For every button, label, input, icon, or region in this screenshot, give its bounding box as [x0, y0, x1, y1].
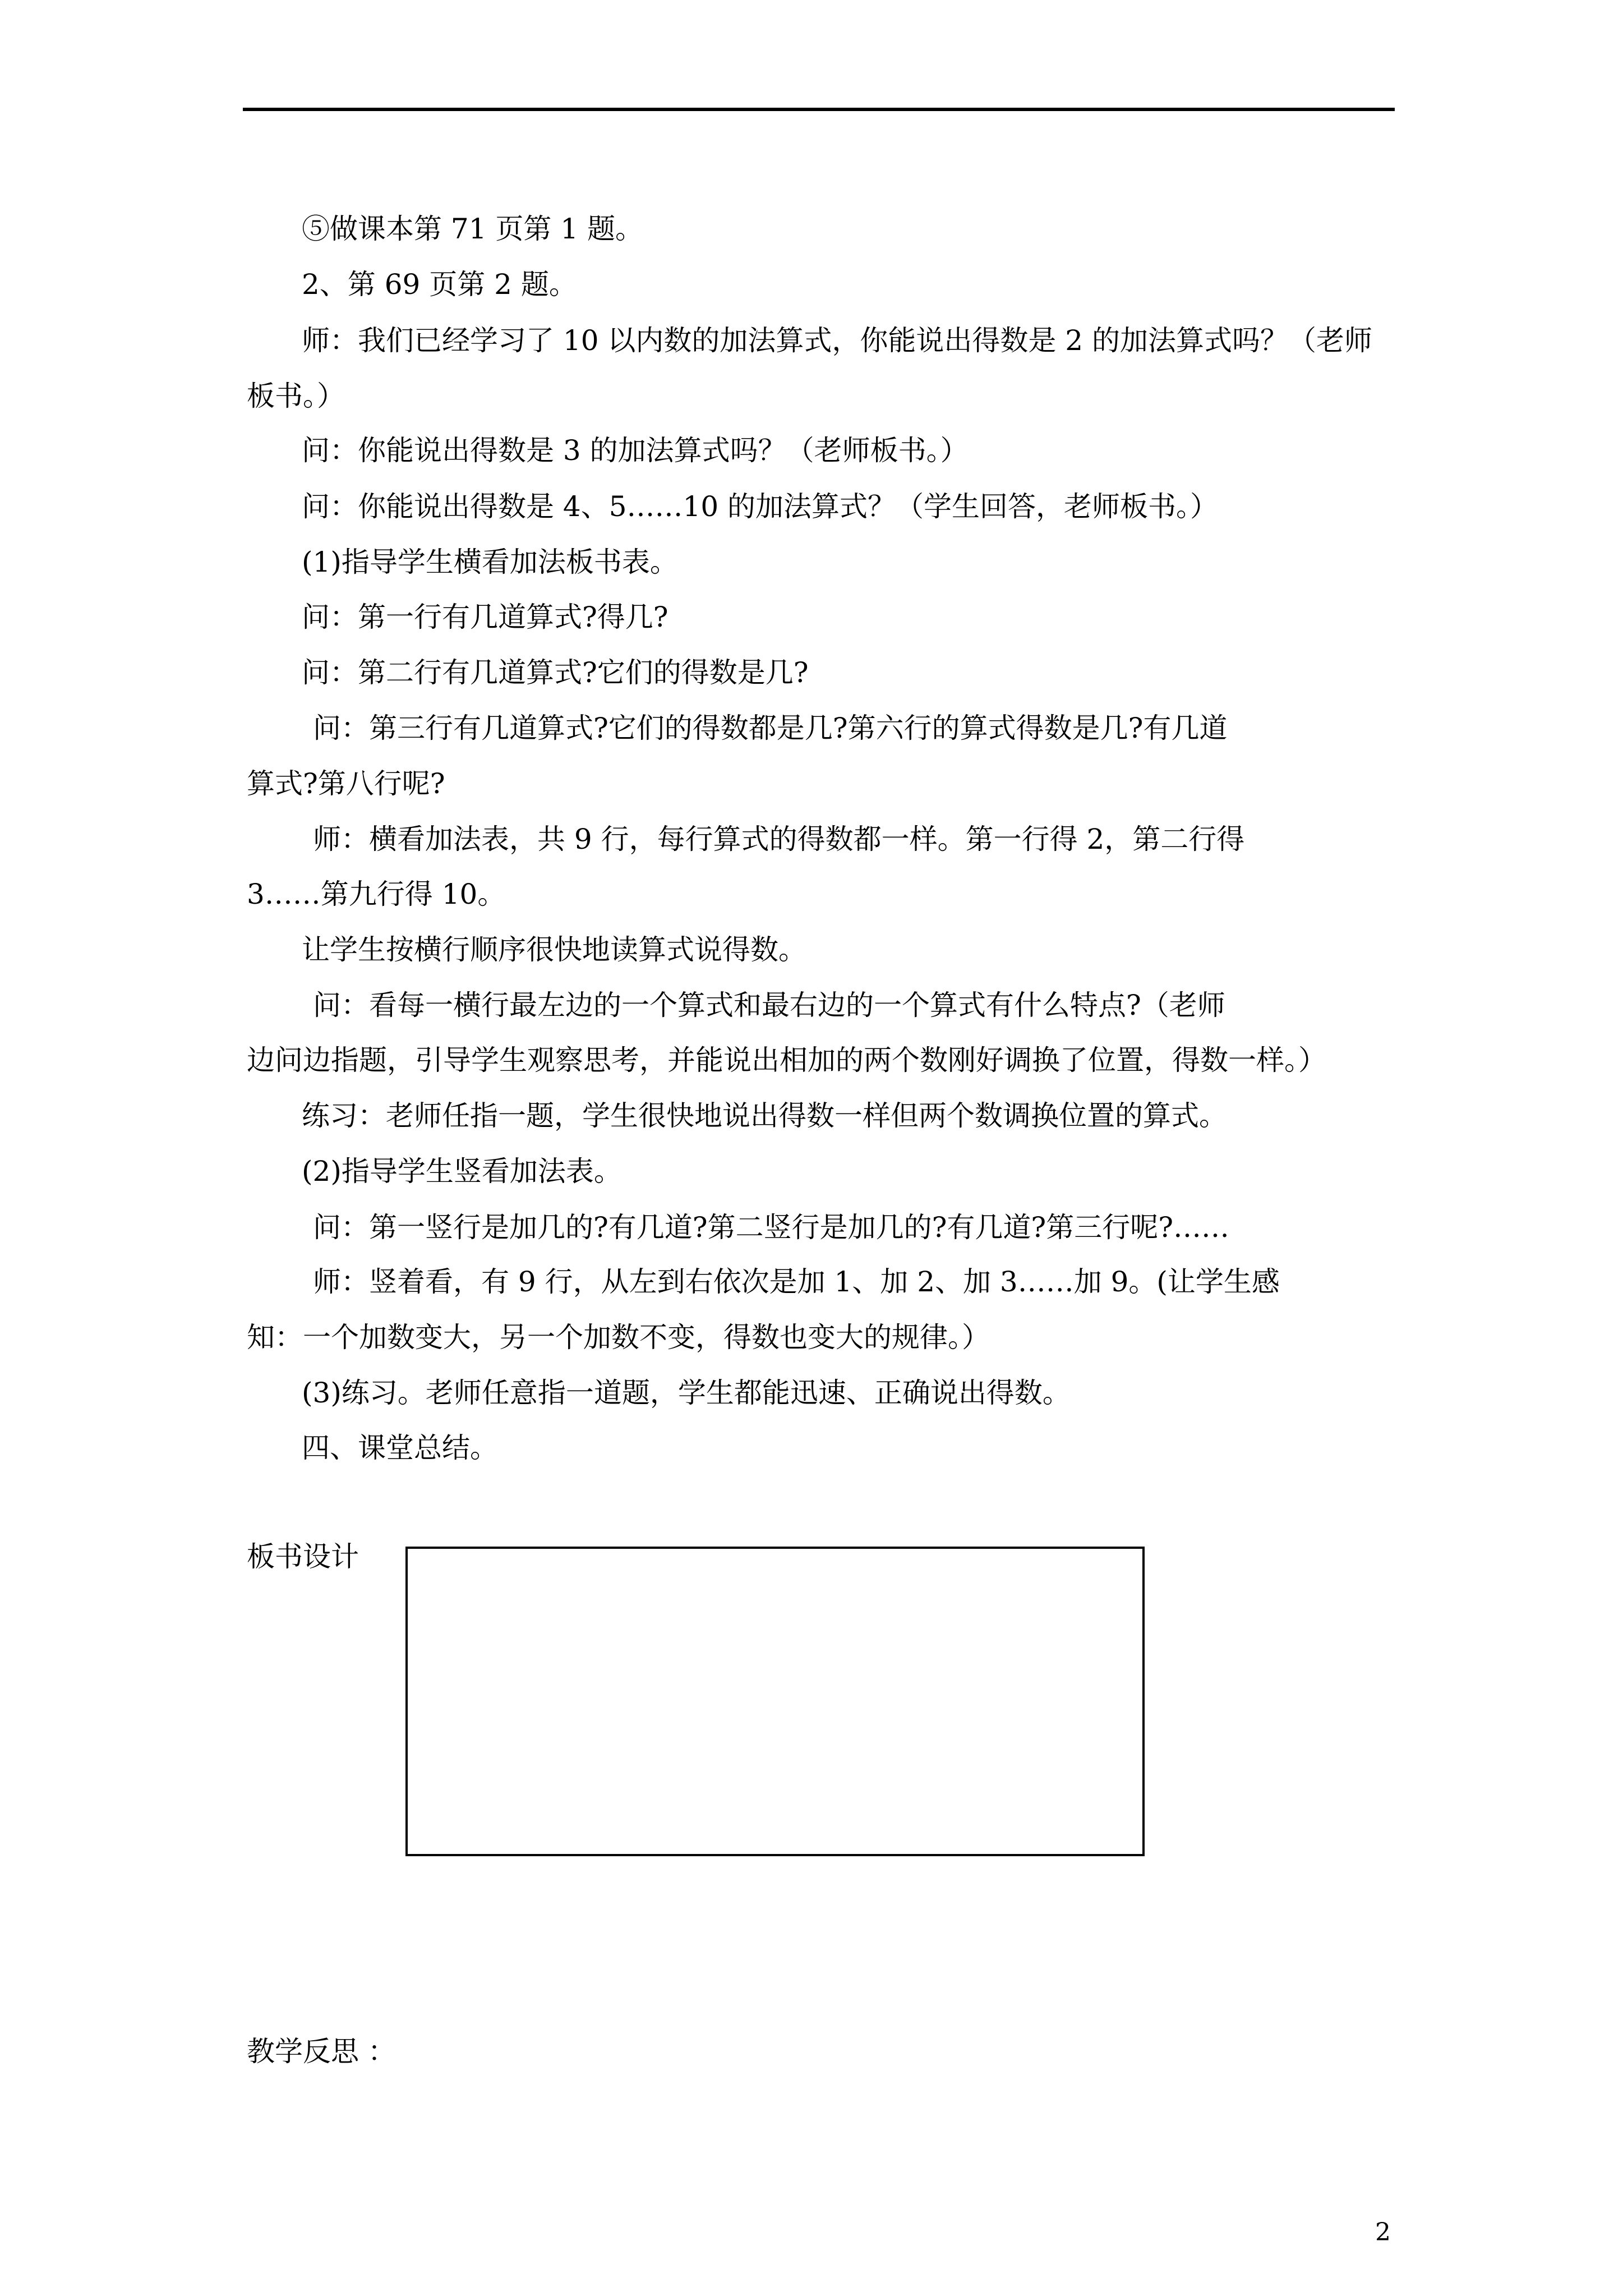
text-line-23: 四、课堂总结。 [302, 1432, 498, 1464]
text-line-7: (1)指导学生横看加法板书表。 [302, 546, 678, 578]
board-design-box [405, 1547, 1145, 1856]
text-line-12: 师：横看加法表，共 9 行，每行算式的得数都一样。第一行得 2，第二行得 [313, 823, 1245, 855]
text-line-4: 板书。） [247, 380, 345, 412]
text-line-22: (3)练习。老师任意指一道题，学生都能迅速、正确说出得数。 [302, 1377, 1071, 1409]
page-number: 2 [1375, 2218, 1391, 2247]
reflection-label: 教学反思 ： [247, 2035, 396, 2068]
text-line-17: 练习：老师任指一题，学生很快地说出得数一样但两个数调换位置的算式。 [302, 1099, 1227, 1132]
text-line-6: 问：你能说出得数是 4、5……10 的加法算式？（学生回答，老师板书。） [302, 490, 1219, 523]
board-design-label: 板书设计 [247, 1540, 359, 1573]
text-line-2: 2、第 69 页第 2 题。 [302, 268, 577, 301]
text-line-14: 让学生按横行顺序很快地读算式说得数。 [302, 933, 806, 966]
text-line-20: 师：竖着看，有 9 行，从左到右依次是加 1、加 2、加 3……加 9。(让学生感 [313, 1266, 1280, 1298]
text-line-18: (2)指导学生竖看加法表。 [302, 1155, 622, 1188]
text-line-9: 问：第二行有几道算式?它们的得数是几? [302, 656, 809, 689]
header-rule [243, 108, 1395, 111]
text-line-21: 知：一个加数变大，另一个加数不变，得数也变大的规律。） [247, 1321, 990, 1354]
text-line-3: 师：我们已经学习了 10 以内数的加法算式，你能说出得数是 2 的加法算式吗？（老师 [302, 324, 1373, 357]
text-line-16: 边问边指题，引导学生观察思考，并能说出相加的两个数刚好调换了位置，得数一样。） [247, 1044, 1326, 1076]
text-line-15: 问：看每一横行最左边的一个算式和最右边的一个算式有什么特点?（老师 [313, 989, 1225, 1022]
text-line-1: ⑤做课本第 71 页第 1 题。 [302, 213, 644, 245]
text-line-5: 问：你能说出得数是 3 的加法算式吗？（老师板书。） [302, 434, 969, 467]
text-line-13: 3……第九行得 10。 [247, 878, 506, 910]
text-line-11: 算式?第八行呢? [247, 767, 445, 800]
text-line-8: 问：第一行有几道算式?得几? [302, 601, 668, 633]
text-line-19: 问：第一竖行是加几的?有几道?第二竖行是加几的?有几道?第三行呢?…… [313, 1211, 1230, 1244]
text-line-10: 问：第三行有几道算式?它们的得数都是几?第六行的算式得数是几?有几道 [313, 712, 1228, 744]
